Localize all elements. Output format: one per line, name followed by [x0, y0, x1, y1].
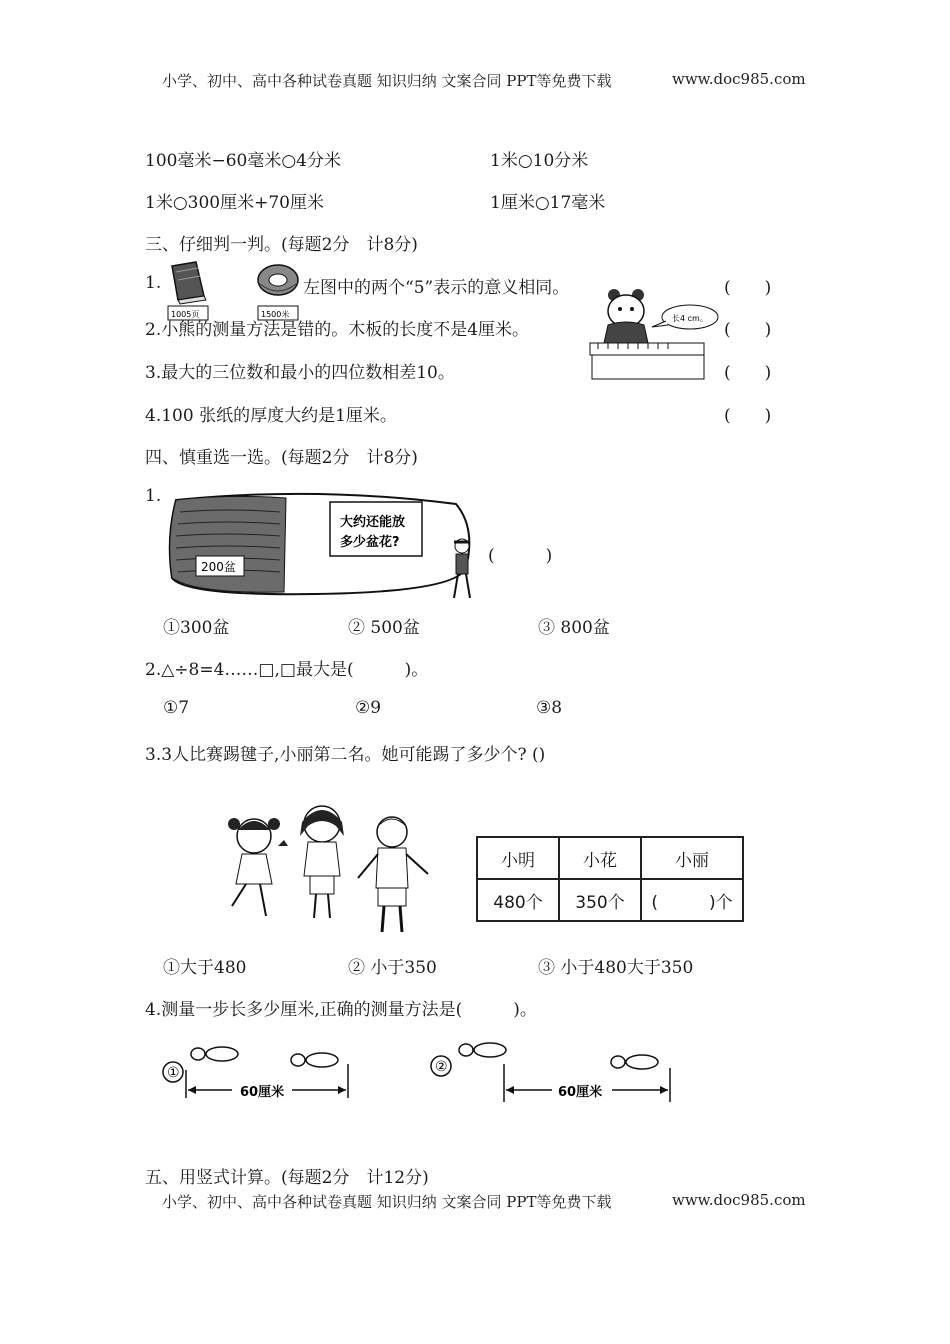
s4-q3-text: 3.3人比赛踢毽子,小丽第二名。她可能踢了多少个? (): [145, 745, 546, 765]
s4-q1-option-2[interactable]: ② 500盆: [348, 618, 420, 638]
footprint-method-2-figure: [428, 1040, 678, 1106]
score-table-value-row: [477, 879, 743, 921]
bear-speech-bubble: 长4 cm。: [672, 314, 708, 323]
header-text: 小学、初中、高中各种试卷真题 知识归纳 文案合同 PPT等免费下载: [162, 72, 612, 90]
section5-title: 五、用竖式计算。(每题2分 计12分): [145, 1168, 429, 1188]
s4-q2-option-2[interactable]: ②9: [355, 698, 382, 718]
s4-q4-text: 4.测量一步长多少厘米,正确的测量方法是( )。: [145, 1000, 537, 1020]
sign-line2: 多少盆花?: [340, 535, 400, 550]
s4-q3-option-1[interactable]: ①大于480: [163, 958, 247, 978]
s3-q4-text: 4.100 张纸的厚度大约是1厘米。: [145, 406, 397, 426]
sign-line1: 大约还能放: [340, 515, 406, 530]
method-1-number: ①: [167, 1065, 180, 1081]
footer-text: 小学、初中、高中各种试卷真题 知识归纳 文案合同 PPT等免费下载: [162, 1193, 612, 1211]
s4-q2-text: 2.△÷8=4……□,□最大是( )。: [145, 660, 429, 680]
s3-q2-answer-paren[interactable]: ( ): [724, 320, 772, 340]
s4-q2-option-1[interactable]: ①7: [163, 698, 190, 718]
s3-q3-answer-paren[interactable]: ( ): [724, 363, 772, 383]
score-value-xiaoli[interactable]: ( )个: [641, 879, 743, 921]
score-value-xiaohua: 350个: [559, 879, 641, 921]
s3-q1-number: 1.: [145, 273, 162, 293]
section4-title: 四、慎重选一选。(每题2分 计8分): [145, 448, 418, 468]
s3-q1-text: 左图中的两个“5”表示的意义相同。: [303, 278, 570, 298]
s4-q2-option-3[interactable]: ③8: [536, 698, 563, 718]
method-2-measure-label: 60厘米: [558, 1085, 603, 1100]
method-2-number: ②: [435, 1059, 448, 1075]
tape-label: 1500米: [261, 310, 290, 319]
s3-q4-answer-paren[interactable]: ( ): [724, 406, 772, 426]
score-header-xiaoming: 小明: [477, 837, 559, 879]
s4-q1-answer-paren[interactable]: ( ): [488, 546, 553, 566]
s3-q2-text: 2.小熊的测量方法是错的。木板的长度不是4厘米。: [145, 320, 530, 340]
compare-row2-left: 1米○300厘米+70厘米: [145, 193, 324, 213]
compare-row1-left: 100毫米−60毫米○4分米: [145, 151, 341, 171]
compare-row2-right: 1厘米○17毫米: [490, 193, 606, 213]
s4-q3-option-2[interactable]: ② 小于350: [348, 958, 437, 978]
flower-bed-illustration: [166, 488, 486, 606]
score-value-xiaoming: 480个: [477, 879, 559, 921]
bear-measuring-illustration: [586, 285, 722, 383]
section3-title: 三、仔细判一判。(每题2分 计8分): [145, 235, 418, 255]
compare-row1-right: 1米○10分米: [490, 151, 589, 171]
score-table: [476, 836, 744, 922]
score-table-header-row: [477, 837, 743, 879]
children-illustration: [212, 796, 438, 938]
footprint-method-1-figure: [160, 1040, 360, 1106]
s4-q1-option-1[interactable]: ①300盆: [163, 618, 230, 638]
s4-q1-number: 1.: [145, 486, 162, 506]
method-1-measure-label: 60厘米: [240, 1085, 285, 1100]
s4-q1-option-3[interactable]: ③ 800盆: [538, 618, 610, 638]
footer-site: www.doc985.com: [672, 1191, 806, 1209]
header-site: www.doc985.com: [672, 70, 806, 88]
s4-q3-option-3[interactable]: ③ 小于480大于350: [538, 958, 694, 978]
s3-q1-answer-paren[interactable]: ( ): [724, 278, 772, 298]
score-header-xiaoli: 小丽: [641, 837, 743, 879]
pot-count-label: 200盆: [201, 560, 236, 574]
book-label: 1005页: [171, 310, 200, 319]
score-header-xiaohua: 小花: [559, 837, 641, 879]
s3-q3-text: 3.最大的三位数和最小的四位数相差10。: [145, 363, 455, 383]
